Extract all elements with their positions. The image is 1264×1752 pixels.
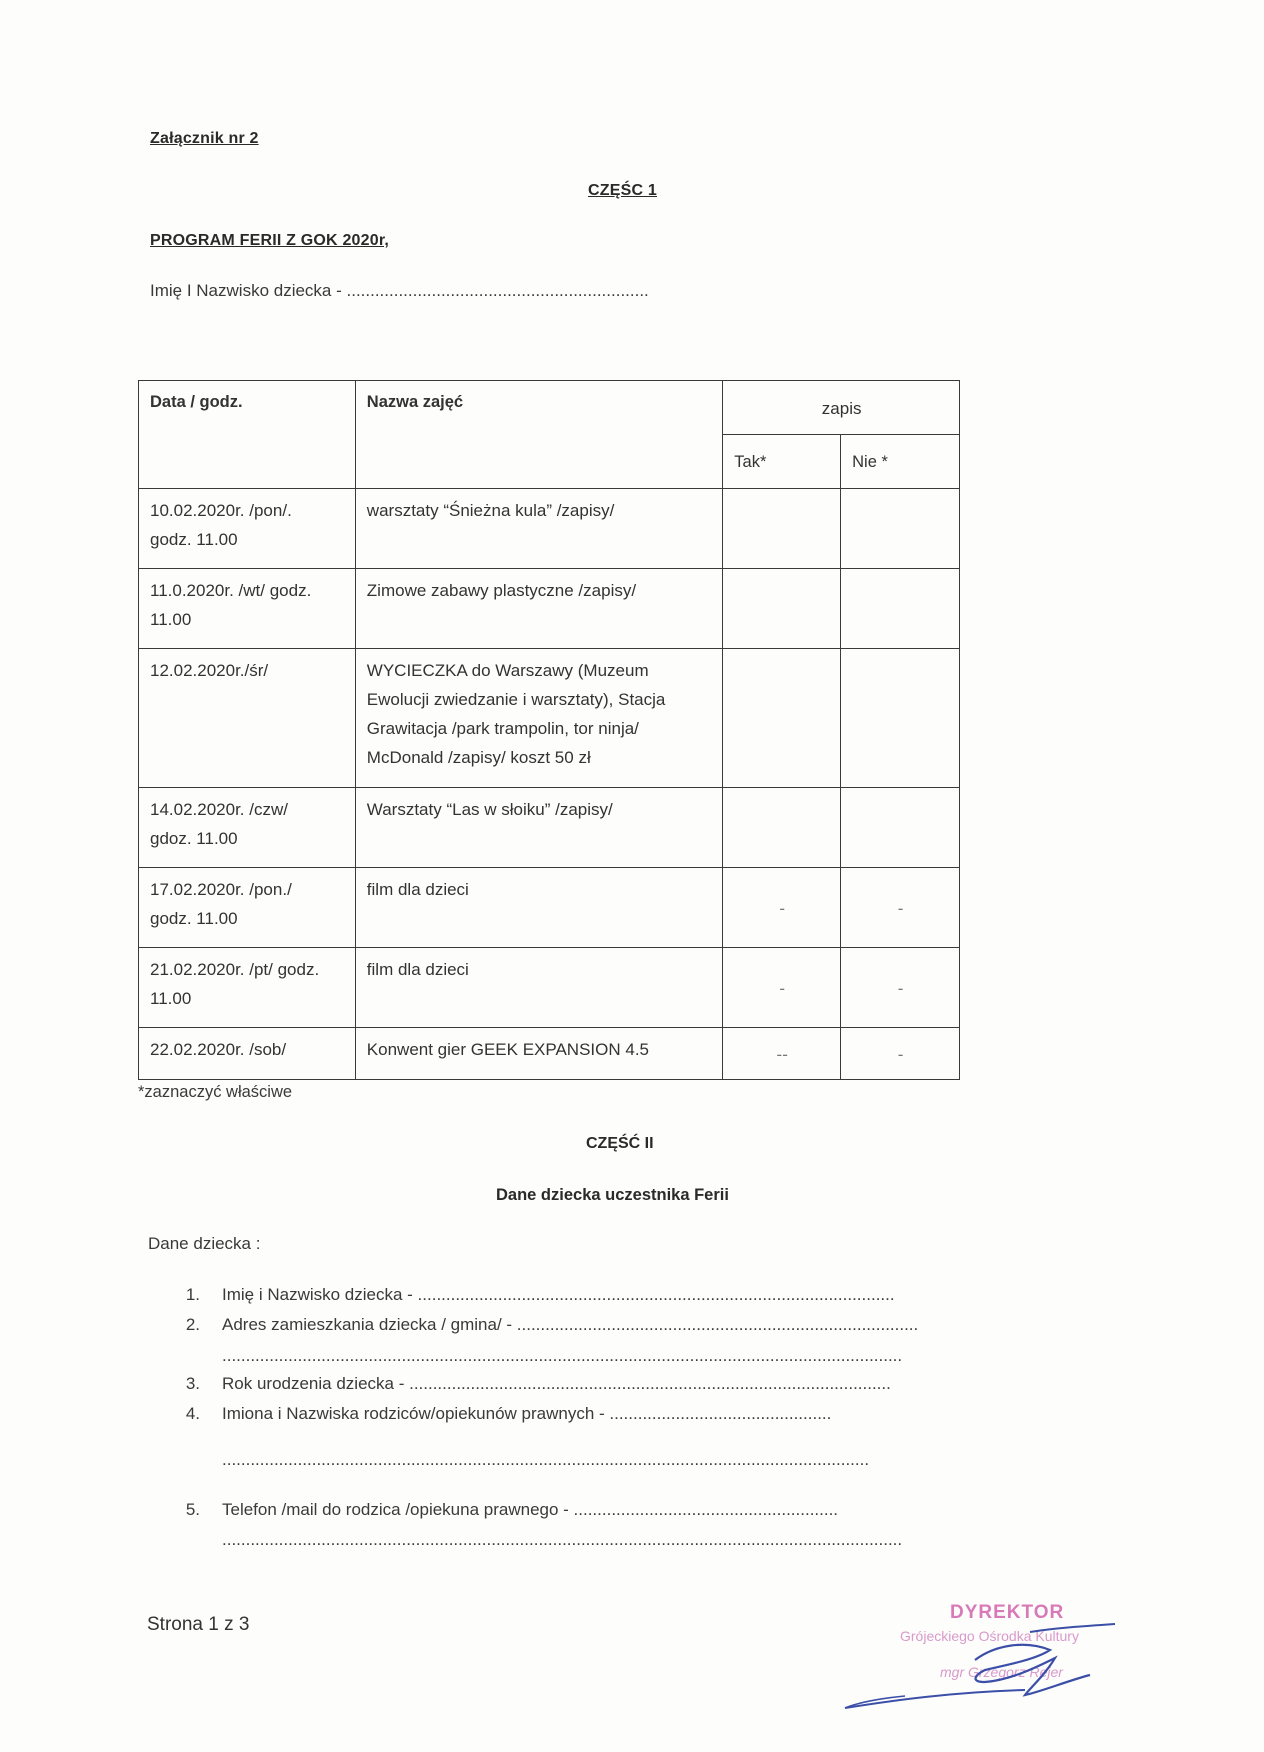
annex-label: Załącznik nr 2 [150, 130, 259, 147]
signature-icon [825, 1620, 1145, 1715]
cell-date: 11.0.2020r. /wt/ godz. 11.00 [139, 569, 356, 649]
part1-heading: CZĘŚC 1 [588, 182, 657, 199]
field-line[interactable]: Adres zamieszkania dziecka / gmina/ - ..................................................................................... [222, 1315, 919, 1334]
header-activity: Nazwa zajęć [355, 381, 722, 489]
director-stamp [880, 1600, 1140, 1710]
cell-activity: Konwent gier GEEK EXPANSION 4.5 [355, 1028, 722, 1080]
program-table [138, 380, 960, 1080]
field-line[interactable]: ......................................................................................................................................... [222, 1450, 870, 1469]
cell-date: 10.02.2020r. /pon/. godz. 11.00 [139, 489, 356, 569]
part2-heading: CZĘŚĆ II [586, 1135, 654, 1152]
cell-activity: film dla dzieci [355, 948, 722, 1028]
field-line[interactable]: ................................................................................................................................................ [222, 1346, 903, 1365]
cell-yes-checkbox[interactable] [723, 649, 841, 788]
field-number: 5. [185, 1500, 200, 1519]
cell-yes-checkbox[interactable]: - [723, 868, 841, 948]
cell-yes-checkbox[interactable]: -- [723, 1028, 841, 1080]
header-no: Nie * [841, 435, 960, 489]
cell-no-checkbox[interactable]: - [841, 948, 960, 1028]
stamp-name: mgr Grzegorz Rejer [940, 1664, 1063, 1680]
field-line[interactable]: Rok urodzenia dziecka - ...................................................................................................... [222, 1374, 891, 1393]
table-row [139, 948, 960, 1028]
field-line[interactable]: Imiona i Nazwiska rodziców/opiekunów prawnych - ............................................... [222, 1404, 832, 1423]
cell-no-checkbox[interactable] [841, 788, 960, 868]
field-number: 3. [185, 1374, 200, 1393]
cell-activity: film dla dzieci [355, 868, 722, 948]
table-row [139, 489, 960, 569]
cell-date: 12.02.2020r./śr/ [139, 649, 356, 788]
child-data-intro: Dane dziecka : [148, 1234, 261, 1253]
cell-date: 14.02.2020r. /czw/ gdoz. 11.00 [139, 788, 356, 868]
field-line[interactable]: Telefon /mail do rodzica /opiekuna prawnego - ........................................................ [222, 1500, 839, 1519]
cell-date: 21.02.2020r. /pt/ godz. 11.00 [139, 948, 356, 1028]
cell-no-checkbox[interactable]: - [841, 1028, 960, 1080]
table-row [139, 868, 960, 948]
cell-date: 17.02.2020r. /pon./ godz. 11.00 [139, 868, 356, 948]
field-number: 1. [185, 1285, 200, 1304]
child-name-field[interactable]: Imię I Nazwisko dziecka - ................................................................ [150, 281, 649, 300]
field-number: 2. [185, 1315, 200, 1334]
header-date: Data / godz. [139, 381, 356, 489]
footnote: *zaznaczyć właściwe [138, 1083, 293, 1101]
cell-yes-checkbox[interactable]: - [723, 948, 841, 1028]
field-line[interactable]: Imię i Nazwisko dziecka - ..................................................................................................... [222, 1285, 895, 1304]
table-row [139, 649, 960, 788]
table-row [139, 788, 960, 868]
program-title: PROGRAM FERII Z GOK 2020r, [150, 232, 390, 249]
cell-no-checkbox[interactable] [841, 489, 960, 569]
cell-yes-checkbox[interactable] [723, 569, 841, 649]
field-line[interactable]: ................................................................................................................................................ [222, 1530, 903, 1549]
cell-date: 22.02.2020r. /sob/ [139, 1028, 356, 1080]
table-row [139, 569, 960, 649]
cell-activity: Warsztaty “Las w słoiku” /zapisy/ [355, 788, 722, 868]
cell-no-checkbox[interactable] [841, 649, 960, 788]
part2-subtitle: Dane dziecka uczestnika Ferii [496, 1186, 729, 1204]
stamp-org: Grójeckiego Ośrodka Kultury [900, 1628, 1079, 1644]
cell-no-checkbox[interactable] [841, 569, 960, 649]
header-yes: Tak* [723, 435, 841, 489]
cell-activity: warsztaty “Śnieżna kula” /zapisy/ [355, 489, 722, 569]
cell-yes-checkbox[interactable] [723, 489, 841, 569]
cell-activity: WYCIECZKA do Warszawy (Muzeum Ewolucji zwiedzanie i warsztaty), Stacja Grawitacja /park trampolin, tor ninja/ McDonald /zapisy/ koszt 50 zł [355, 649, 722, 788]
cell-activity: Zimowe zabawy plastyczne /zapisy/ [355, 569, 722, 649]
cell-yes-checkbox[interactable] [723, 788, 841, 868]
page-number: Strona 1 z 3 [147, 1614, 250, 1635]
field-number: 4. [185, 1404, 200, 1423]
cell-no-checkbox[interactable]: - [841, 868, 960, 948]
table-row [139, 1028, 960, 1080]
header-signup: zapis [723, 381, 960, 435]
stamp-title: DYREKTOR [950, 1602, 1065, 1623]
